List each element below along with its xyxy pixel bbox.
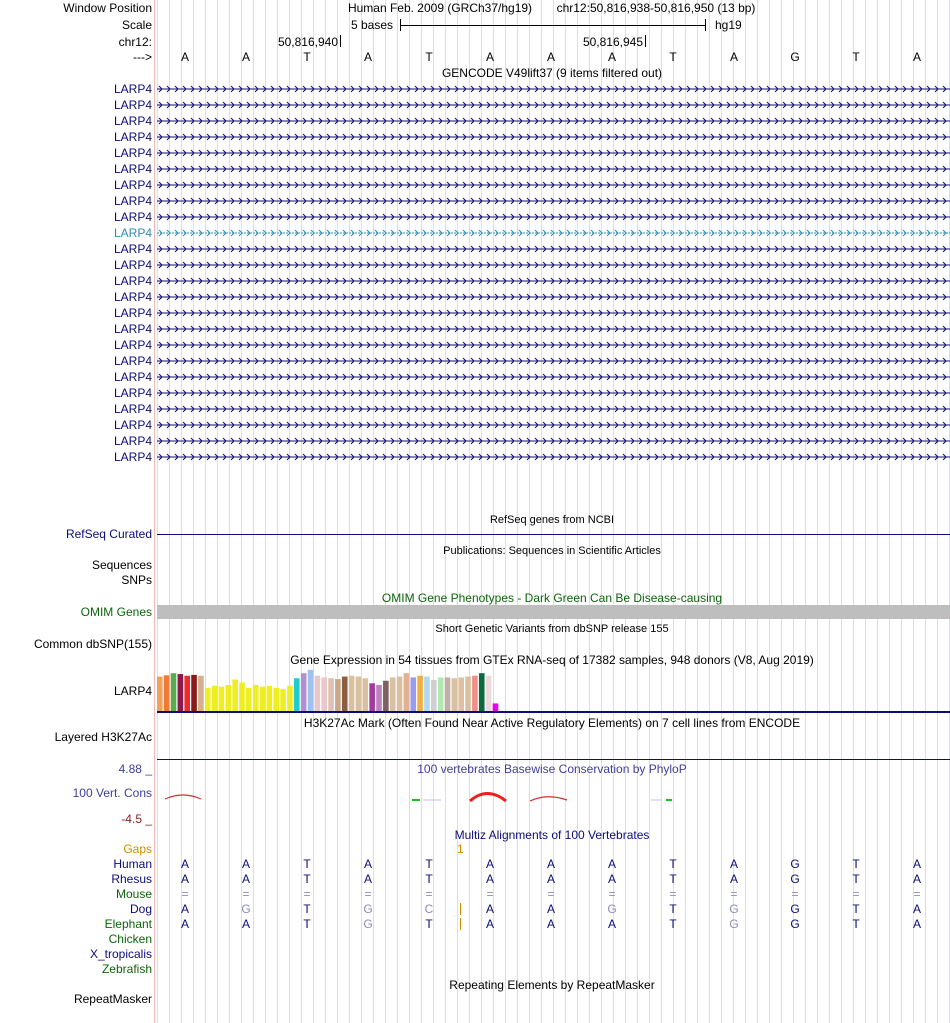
- multiz-base: A: [912, 857, 921, 871]
- multiz-base: =: [608, 887, 616, 901]
- gencode-gene-label[interactable]: LARP4: [113, 434, 152, 448]
- gtex-tissue-bar[interactable]: [226, 685, 232, 711]
- gtex-tissue-bar[interactable]: [205, 688, 211, 711]
- refseq-track-label[interactable]: RefSeq Curated: [65, 527, 152, 541]
- gencode-gene-label[interactable]: LARP4: [113, 290, 152, 304]
- gtex-tissue-bar[interactable]: [212, 686, 218, 711]
- multiz-base: G: [241, 902, 251, 916]
- gtex-tissue-bar[interactable]: [486, 676, 492, 711]
- gencode-transcript[interactable]: [157, 436, 950, 446]
- base-10: G: [790, 50, 800, 64]
- base-6: A: [546, 50, 555, 64]
- gencode-transcript[interactable]: [157, 324, 950, 334]
- gtex-tissue-bar[interactable]: [472, 676, 478, 711]
- dbsnp-track-title: Short Genetic Variants from dbSNP release 155: [435, 623, 669, 635]
- multiz-base: T: [303, 902, 311, 916]
- gencode-gene-label[interactable]: LARP4: [113, 130, 152, 144]
- multiz-base: A: [180, 872, 189, 886]
- multiz-base: T: [303, 857, 311, 871]
- multiz-species-label[interactable]: Rhesus: [111, 872, 152, 886]
- multiz-base: G: [790, 872, 800, 886]
- multiz-base: T: [669, 872, 677, 886]
- multiz-species-label[interactable]: X_tropicalis: [89, 947, 152, 961]
- base-8: T: [669, 50, 677, 64]
- gtex-tissue-bar[interactable]: [363, 678, 369, 711]
- gtex-tissue-bar[interactable]: [232, 680, 238, 712]
- gencode-gene-label[interactable]: LARP4: [113, 82, 152, 96]
- gencode-transcript[interactable]: [157, 228, 950, 238]
- ruler-tick-label-2: 50,816,945: [582, 35, 643, 49]
- ruler-tick-2: [645, 35, 646, 47]
- multiz-base: =: [791, 887, 799, 901]
- gencode-transcript[interactable]: [157, 100, 950, 110]
- gtex-track-label[interactable]: LARP4: [113, 684, 152, 698]
- repeatmasker-track-label[interactable]: RepeatMasker: [73, 992, 152, 1006]
- gtex-tissue-bar[interactable]: [369, 683, 375, 711]
- multiz-gap-marker: 1: [457, 842, 464, 856]
- base-11: T: [852, 50, 860, 64]
- omim-track-title: OMIM Gene Phenotypes - Dark Green Can Be Disease-causing: [381, 591, 723, 605]
- multiz-base: A: [180, 917, 189, 931]
- multiz-base: =: [547, 887, 555, 901]
- gencode-gene-label[interactable]: LARP4: [113, 274, 152, 288]
- gencode-gene-label[interactable]: LARP4: [113, 162, 152, 176]
- gtex-tissue-bar[interactable]: [356, 677, 362, 711]
- gencode-transcript[interactable]: [157, 116, 950, 126]
- multiz-base: C: [424, 902, 434, 916]
- gencode-gene-label[interactable]: LARP4: [113, 242, 152, 256]
- phylop-track-label[interactable]: 100 Vert. Cons: [72, 786, 152, 800]
- gencode-transcript[interactable]: [157, 196, 950, 206]
- multiz-track-title: Multiz Alignments of 100 Vertebrates: [454, 828, 650, 842]
- gencode-track-title: GENCODE V49lift37 (9 items filtered out): [441, 66, 663, 80]
- multiz-base: T: [425, 857, 433, 871]
- base-7: A: [607, 50, 616, 64]
- multiz-base: G: [607, 902, 617, 916]
- gtex-tissue-bar[interactable]: [315, 676, 321, 711]
- gencode-gene-label[interactable]: LARP4: [113, 114, 152, 128]
- gencode-gene-label[interactable]: LARP4: [113, 258, 152, 272]
- multiz-base: A: [180, 902, 189, 916]
- multiz-base: A: [241, 917, 250, 931]
- multiz-base: T: [852, 902, 860, 916]
- h3k27ac-track-label[interactable]: Layered H3K27Ac: [54, 730, 152, 744]
- multiz-base: A: [607, 857, 616, 871]
- omim-gene-bar[interactable]: [157, 605, 950, 619]
- scale-text: 5 bases: [351, 18, 394, 32]
- multiz-base: =: [730, 887, 738, 901]
- base-12: A: [912, 50, 921, 64]
- phylop-min-label: -4.5 _: [121, 812, 152, 826]
- scale-label: Scale: [121, 18, 152, 32]
- base-2: T: [303, 50, 311, 64]
- gencode-transcript[interactable]: [157, 244, 950, 254]
- gencode-transcript[interactable]: [157, 148, 950, 158]
- multiz-base: A: [363, 872, 372, 886]
- gtex-tissue-bar[interactable]: [342, 677, 348, 711]
- gencode-transcript[interactable]: [157, 276, 950, 286]
- gtex-tissue-bar[interactable]: [164, 675, 170, 711]
- h3k27ac-track-title: H3K27Ac Mark (Often Found Near Active Regulatory Elements) on 7 cell lines from ENCODE: [303, 716, 801, 730]
- gtex-tissue-bar[interactable]: [438, 677, 444, 711]
- multiz-base: =: [242, 887, 250, 901]
- assembly-title: Human Feb. 2009 (GRCh37/hg19): [347, 1, 533, 15]
- gtex-tissue-bar[interactable]: [349, 676, 355, 711]
- multiz-base: =: [852, 887, 860, 901]
- multiz-base: T: [425, 872, 433, 886]
- gtex-tissue-bar[interactable]: [397, 677, 403, 711]
- scale-bar-right: [705, 19, 706, 31]
- multiz-base: T: [669, 902, 677, 916]
- multiz-base: A: [485, 857, 494, 871]
- base-9: A: [729, 50, 738, 64]
- multiz-base: A: [912, 917, 921, 931]
- strand-label: --->: [133, 50, 152, 64]
- gtex-tissue-bar[interactable]: [273, 688, 279, 711]
- gtex-tissue-bar[interactable]: [404, 673, 410, 711]
- multiz-base: A: [607, 917, 616, 931]
- gtex-tissue-bar[interactable]: [424, 677, 430, 711]
- multiz-base: =: [669, 887, 677, 901]
- multiz-species-label[interactable]: Dog: [129, 902, 152, 916]
- gencode-transcript[interactable]: [157, 452, 950, 462]
- gtex-tissue-bar[interactable]: [458, 677, 464, 711]
- chrom-label: chr12:: [118, 35, 152, 49]
- multiz-base: A: [546, 917, 555, 931]
- gtex-tissue-bar[interactable]: [410, 677, 416, 711]
- gencode-transcript[interactable]: [157, 84, 950, 94]
- refseq-gene-line[interactable]: [157, 534, 950, 535]
- multiz-insertion-marker: [460, 903, 461, 915]
- gencode-gene-label[interactable]: LARP4: [113, 194, 152, 208]
- gencode-transcript[interactable]: [157, 308, 950, 318]
- publications-sequences-label[interactable]: Sequences: [91, 558, 152, 572]
- multiz-insertion-marker: [460, 918, 461, 930]
- multiz-species-label[interactable]: Chicken: [108, 932, 152, 946]
- publications-snps-label[interactable]: SNPs: [121, 573, 152, 587]
- gtex-tissue-bar[interactable]: [184, 676, 190, 711]
- multiz-base: A: [180, 857, 189, 871]
- h3k27ac-baseline: [157, 759, 950, 760]
- gencode-gene-label[interactable]: LARP4: [113, 450, 152, 464]
- gencode-transcript[interactable]: [157, 340, 950, 350]
- base-0: A: [180, 50, 189, 64]
- gencode-transcript[interactable]: [157, 420, 950, 430]
- gtex-tissue-bar[interactable]: [376, 685, 382, 711]
- dbsnp-track-label[interactable]: Common dbSNP(155): [33, 637, 152, 651]
- base-1: A: [241, 50, 250, 64]
- gencode-gene-label[interactable]: LARP4: [113, 322, 152, 336]
- gtex-baseline: [157, 711, 950, 713]
- gtex-tissue-bar[interactable]: [198, 676, 204, 711]
- multiz-species-label[interactable]: Mouse: [115, 887, 152, 901]
- multiz-species-label[interactable]: Human: [113, 857, 152, 871]
- multiz-base: =: [303, 887, 311, 901]
- multiz-base: A: [729, 872, 738, 886]
- phylop-max-label: 4.88 _: [118, 762, 152, 776]
- multiz-base: A: [729, 857, 738, 871]
- multiz-base: A: [241, 857, 250, 871]
- multiz-species-label[interactable]: Elephant: [104, 917, 152, 931]
- gencode-transcript[interactable]: [157, 212, 950, 222]
- ruler-tick-label-1: 50,816,940: [277, 35, 338, 49]
- ruler-tick-1: [340, 35, 341, 47]
- gtex-tissue-bar[interactable]: [178, 674, 184, 711]
- gtex-tissue-bar[interactable]: [246, 688, 252, 711]
- gtex-tissue-bar[interactable]: [479, 673, 485, 711]
- gtex-tissue-bar[interactable]: [239, 682, 245, 711]
- gtex-bar-chart[interactable]: [157, 668, 950, 713]
- gtex-tissue-bar[interactable]: [493, 703, 499, 711]
- gtex-tissue-bar[interactable]: [287, 686, 293, 711]
- gtex-track-title: Gene Expression in 54 tissues from GTEx RNA-seq of 17382 samples, 948 donors (V8, Aug 2019): [290, 653, 814, 667]
- multiz-base: T: [669, 857, 677, 871]
- omim-track-label[interactable]: OMIM Genes: [80, 605, 152, 619]
- gtex-tissue-bar[interactable]: [431, 680, 437, 711]
- multiz-base: T: [852, 872, 860, 886]
- multiz-base: G: [790, 902, 800, 916]
- gencode-gene-label[interactable]: LARP4: [113, 178, 152, 192]
- gtex-tissue-bar[interactable]: [308, 670, 314, 711]
- multiz-gaps-label[interactable]: Gaps: [123, 842, 152, 856]
- gtex-tissue-bar[interactable]: [452, 678, 458, 711]
- phylop-signal[interactable]: [157, 776, 950, 826]
- gtex-tissue-bar[interactable]: [280, 689, 286, 711]
- gencode-transcript[interactable]: [157, 356, 950, 366]
- scale-db: hg19: [715, 18, 742, 32]
- multiz-base: =: [913, 887, 921, 901]
- gtex-tissue-bar[interactable]: [321, 677, 327, 711]
- gencode-gene-label[interactable]: LARP4: [113, 146, 152, 160]
- refseq-track-title: RefSeq genes from NCBI: [489, 514, 615, 526]
- base-5: A: [485, 50, 494, 64]
- multiz-base: A: [363, 857, 372, 871]
- gtex-tissue-bar[interactable]: [383, 681, 389, 711]
- multiz-base: A: [546, 872, 555, 886]
- multiz-base: G: [729, 917, 739, 931]
- gencode-transcript[interactable]: [157, 164, 950, 174]
- multiz-species-label[interactable]: Zebrafish: [101, 962, 152, 976]
- multiz-base: A: [485, 872, 494, 886]
- gtex-tissue-bar[interactable]: [157, 677, 163, 711]
- multiz-base: G: [363, 902, 373, 916]
- position-readout: chr12:50,816,938-50,816,950 (13 bp): [556, 1, 756, 15]
- multiz-base: G: [363, 917, 373, 931]
- gencode-gene-label[interactable]: LARP4: [113, 226, 152, 240]
- multiz-base: T: [852, 857, 860, 871]
- multiz-base: A: [607, 872, 616, 886]
- publications-track-title: Publications: Sequences in Scientific Articles: [443, 545, 661, 557]
- gencode-gene-label[interactable]: LARP4: [113, 210, 152, 224]
- gencode-gene-label[interactable]: LARP4: [113, 418, 152, 432]
- multiz-base: =: [425, 887, 433, 901]
- gencode-transcript[interactable]: [157, 372, 950, 382]
- multiz-base: =: [364, 887, 372, 901]
- gtex-tissue-bar[interactable]: [390, 677, 396, 711]
- gtex-tissue-bar[interactable]: [219, 687, 225, 711]
- gtex-tissue-bar[interactable]: [465, 677, 471, 711]
- multiz-base: T: [303, 872, 311, 886]
- gencode-transcript[interactable]: [157, 260, 950, 270]
- gtex-tissue-bar[interactable]: [328, 678, 334, 711]
- gtex-tissue-bar[interactable]: [171, 673, 177, 711]
- multiz-base: =: [486, 887, 494, 901]
- label-separator: [154, 0, 155, 1023]
- multiz-base: G: [790, 917, 800, 931]
- multiz-base: =: [181, 887, 189, 901]
- scale-bar: [400, 25, 706, 26]
- multiz-base: T: [303, 917, 311, 931]
- multiz-base: A: [546, 857, 555, 871]
- gencode-transcript[interactable]: [157, 292, 950, 302]
- gtex-tissue-bar[interactable]: [260, 687, 266, 711]
- gtex-tissue-bar[interactable]: [267, 686, 273, 711]
- gencode-gene-label[interactable]: LARP4: [113, 98, 152, 112]
- multiz-base: A: [485, 902, 494, 916]
- gtex-tissue-bar[interactable]: [445, 677, 451, 711]
- gencode-gene-label[interactable]: LARP4: [113, 354, 152, 368]
- gtex-tissue-bar[interactable]: [301, 673, 307, 711]
- gencode-gene-label[interactable]: LARP4: [113, 402, 152, 416]
- multiz-base: T: [425, 917, 433, 931]
- gencode-gene-label[interactable]: LARP4: [113, 370, 152, 384]
- gencode-transcript[interactable]: [157, 404, 950, 414]
- base-4: T: [425, 50, 433, 64]
- gencode-gene-label[interactable]: LARP4: [113, 386, 152, 400]
- multiz-base: T: [669, 917, 677, 931]
- multiz-base: A: [912, 872, 921, 886]
- gencode-transcript[interactable]: [157, 388, 950, 398]
- gtex-tissue-bar[interactable]: [191, 675, 197, 711]
- multiz-base: A: [241, 872, 250, 886]
- multiz-base: A: [546, 902, 555, 916]
- base-3: A: [363, 50, 372, 64]
- gtex-tissue-bar[interactable]: [294, 678, 300, 711]
- window-position-label: Window Position: [63, 1, 152, 15]
- phylop-track-title: 100 vertebrates Basewise Conservation by PhyloP: [417, 762, 687, 776]
- multiz-base: G: [729, 902, 739, 916]
- gtex-tissue-bar[interactable]: [253, 685, 259, 711]
- gencode-transcript[interactable]: [157, 180, 950, 190]
- multiz-base: G: [790, 857, 800, 871]
- multiz-base: A: [485, 917, 494, 931]
- repeatmasker-track-title: Repeating Elements by RepeatMasker: [449, 978, 655, 992]
- gencode-gene-label[interactable]: LARP4: [113, 306, 152, 320]
- gtex-tissue-bar[interactable]: [335, 679, 341, 711]
- gtex-tissue-bar[interactable]: [417, 676, 423, 711]
- multiz-base: T: [852, 917, 860, 931]
- gencode-gene-label[interactable]: LARP4: [113, 338, 152, 352]
- multiz-base: A: [912, 902, 921, 916]
- gencode-transcript[interactable]: [157, 132, 950, 142]
